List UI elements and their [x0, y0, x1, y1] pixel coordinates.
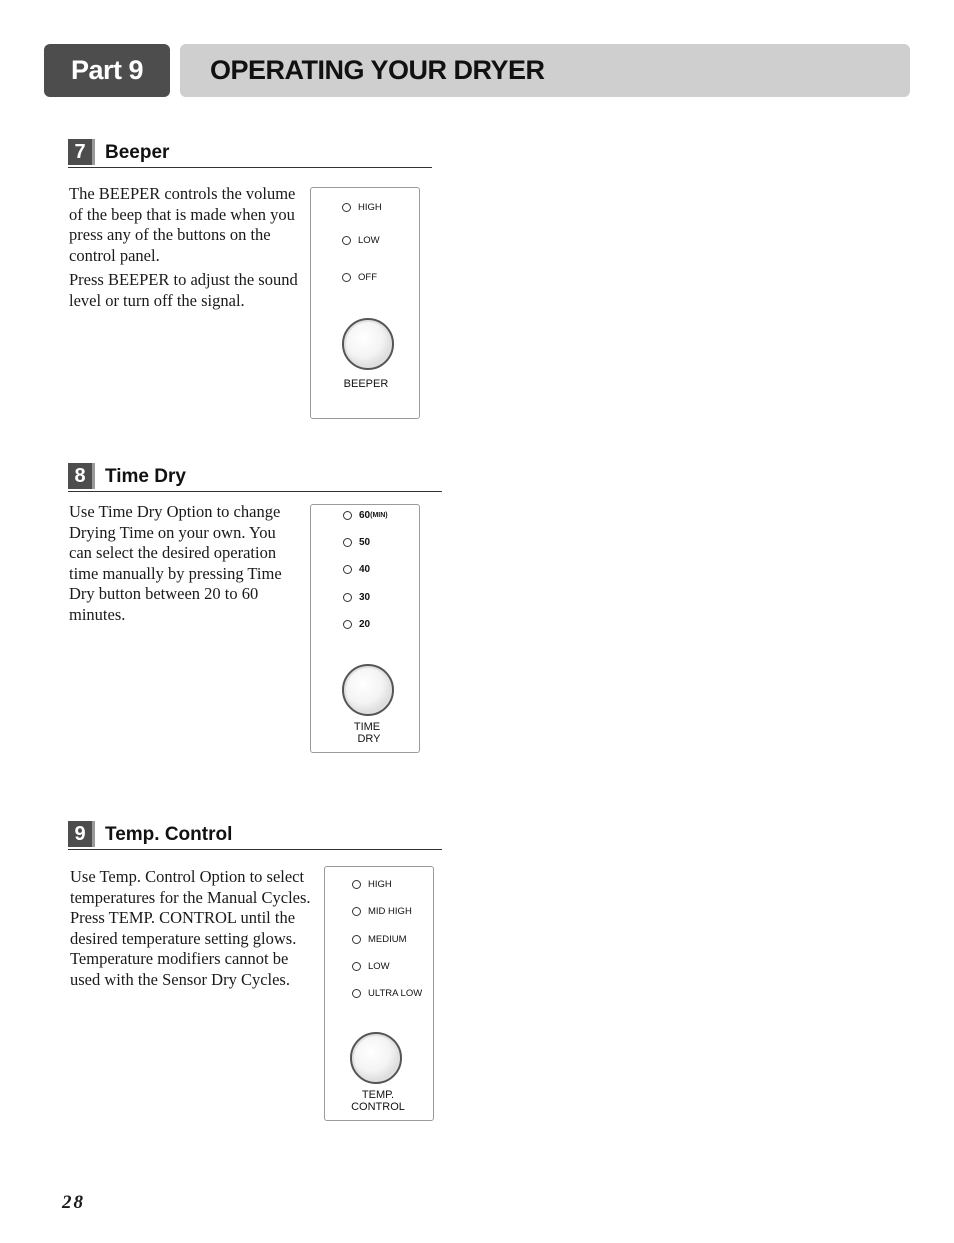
- beeper-button[interactable]: [342, 318, 394, 370]
- option-unit: (MIN): [370, 512, 388, 519]
- indicator-light-icon: [352, 989, 361, 998]
- time-dry-option-30: [343, 592, 370, 603]
- option-label: 50: [359, 537, 371, 548]
- section-heading-time-dry: [68, 463, 442, 492]
- temp-option-mid-high: [352, 906, 412, 917]
- part-tab: [44, 44, 170, 97]
- temp-control-button[interactable]: [350, 1032, 402, 1084]
- time-dry-option-60: [343, 510, 388, 521]
- indicator-light-icon: [343, 593, 352, 602]
- section-number: 7: [68, 139, 95, 165]
- beeper-option-low: [342, 235, 380, 246]
- chapter-title-bar: [180, 44, 910, 97]
- indicator-light-icon: [342, 236, 351, 245]
- temp-control-panel: [324, 866, 434, 1121]
- paragraph: The BEEPER controls the volume of the beep that is made when you press any of the buttons on the control panel.: [69, 184, 296, 265]
- option-label: HIGH: [358, 202, 382, 213]
- beeper-option-high: [342, 202, 382, 213]
- part-label: Part 9: [70, 55, 144, 85]
- indicator-light-icon: [352, 880, 361, 889]
- paragraph: Press BEEPER to adjust the sound level or turn off the signal.: [69, 270, 298, 310]
- beeper-control-panel: [310, 187, 420, 419]
- option-label: 20: [359, 619, 371, 630]
- indicator-light-icon: [352, 907, 361, 916]
- option-label: MEDIUM: [368, 934, 407, 945]
- paragraph: Use Time Dry Option to change Drying Time on your own. You can select the desired operation time manually by pressing Time Dry button between 20 to 60 minutes.: [69, 502, 282, 624]
- indicator-light-icon: [342, 203, 351, 212]
- section-heading-beeper: [68, 139, 432, 168]
- option-label: ULTRA LOW: [368, 988, 423, 999]
- option-label: 30: [359, 592, 371, 603]
- button-label-line: TEMP.: [361, 1089, 395, 1101]
- time-dry-option-50: [343, 537, 370, 548]
- section-number: 8: [68, 463, 95, 489]
- temp-option-ultra-low: [352, 988, 422, 999]
- indicator-light-icon: [352, 962, 361, 971]
- time-dry-control-panel: [310, 504, 420, 753]
- time-dry-button-label: [311, 721, 423, 745]
- beeper-button-label: [311, 378, 421, 390]
- paragraph: Use Temp. Control Option to select temperatures for the Manual Cycles. Press TEMP. CONTROL until the desired temperature setting glows. Temperature modifiers cannot be used with the Sensor Dry Cycles.: [70, 867, 311, 989]
- indicator-light-icon: [352, 935, 361, 944]
- section-title: Time Dry: [105, 466, 186, 487]
- option-label: 60: [359, 510, 371, 521]
- page-number: 28: [62, 1192, 85, 1213]
- time-dry-option-20: [343, 619, 370, 630]
- option-label: LOW: [358, 235, 380, 246]
- temp-option-low: [352, 961, 390, 972]
- indicator-light-icon: [343, 511, 352, 520]
- button-label-line: DRY: [357, 733, 381, 745]
- indicator-light-icon: [343, 620, 352, 629]
- button-label-line: BEEPER: [343, 378, 389, 390]
- indicator-light-icon: [342, 273, 351, 282]
- section-title: Beeper: [105, 142, 170, 163]
- section-body-time-dry: [69, 502, 299, 630]
- option-label: 40: [359, 564, 371, 575]
- section-body-temp-control: [70, 867, 315, 995]
- option-label: HIGH: [368, 879, 392, 890]
- temp-control-button-label: [325, 1089, 431, 1113]
- section-number: 9: [68, 821, 95, 847]
- temp-option-medium: [352, 934, 407, 945]
- temp-option-high: [352, 879, 392, 890]
- section-body-beeper: [69, 184, 299, 316]
- button-label-line: TIME: [353, 721, 381, 733]
- section-title: Temp. Control: [105, 824, 233, 845]
- section-heading-temp-control: [68, 821, 442, 850]
- button-label-line: CONTROL: [351, 1101, 405, 1113]
- beeper-option-off: [342, 272, 377, 283]
- time-dry-button[interactable]: [342, 664, 394, 716]
- option-label: MID HIGH: [368, 906, 412, 917]
- option-label: OFF: [358, 272, 377, 283]
- time-dry-option-40: [343, 564, 370, 575]
- indicator-light-icon: [343, 538, 352, 547]
- option-label: LOW: [368, 961, 390, 972]
- chapter-title: OPERATING YOUR DRYER: [210, 55, 545, 85]
- indicator-light-icon: [343, 565, 352, 574]
